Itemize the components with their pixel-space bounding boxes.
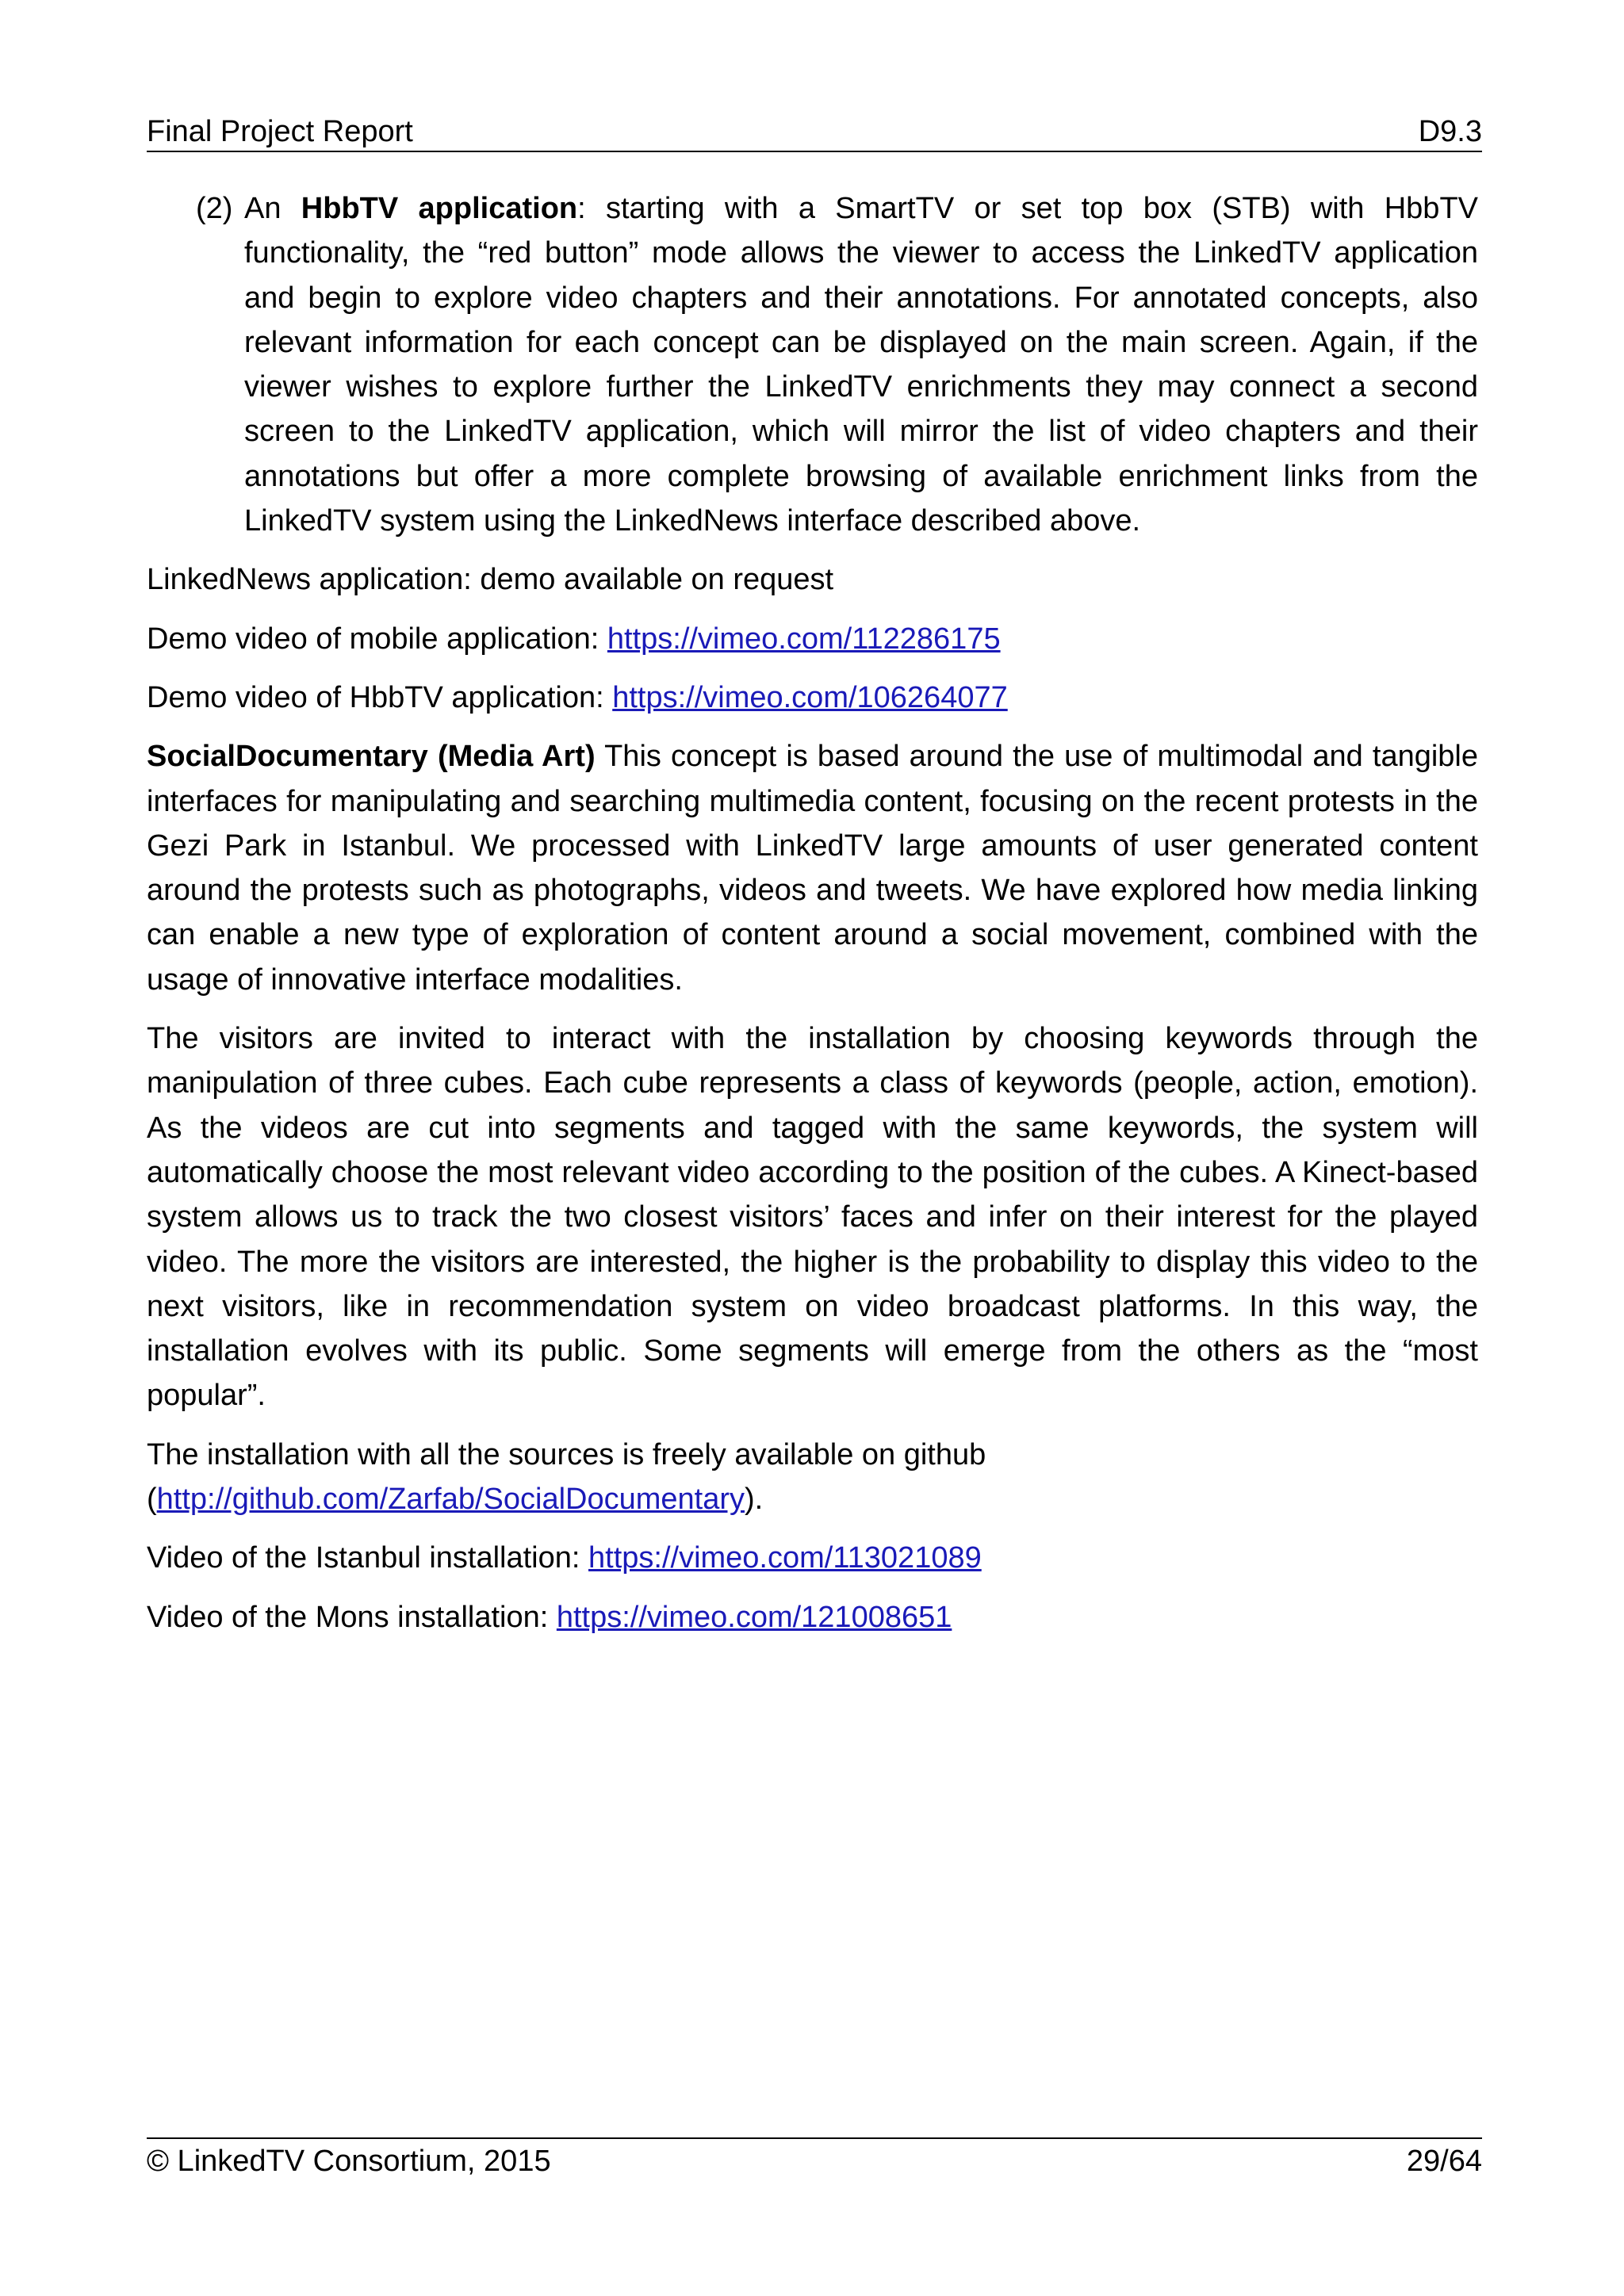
header-title: Final Project Report <box>147 115 413 148</box>
hbbtv-demo-line <box>147 675 1478 720</box>
social-documentary-paragraph <box>147 734 1478 1002</box>
visitors-paragraph: The visitors are invited to interact with the installation by choosing keywords through the manipulation of three cubes. Each cube represents a class of keywords (people, action, emotion). As the videos are cut into segments and tagged with the same keywords, the system will automatically choose the most relevant video according to the position of the cubes. A Kinect-based system allows us to track the two closest visitors’ faces and infer on their interest for the played video. The more the visitors are interested, the higher is the probability to display this video to the next visitors, like in recommendation system on video broadcast platforms. In this way, the installation evolves with its public. Some segments will emerge from the others as the “most popular”. <box>147 1022 1478 1413</box>
istanbul-video-line <box>147 1536 1478 1580</box>
github-line: The installation with all the sources is freely available on github <box>147 1437 986 1471</box>
github-link[interactable]: http://github.com/Zarfab/SocialDocumentary <box>156 1483 745 1517</box>
list-item-number: (2) <box>196 192 233 225</box>
list-item-body: : starting with a SmartTV or set top box (STB) with HbbTV functionality, the “red button” mode allows the viewer to access the LinkedTV application and begin to explore video chapters and their annotations. For annotated concepts, also relevant information for each concept can be displayed on the main screen. Again, if the viewer wishes to explore further the LinkedTV enrichments they may connect a second screen to the LinkedTV application, which will mirror the list of video chapters and their annotations but offer a more complete browsing of available enrichment links from the LinkedTV system using the LinkedNews interface described above. <box>244 192 1479 538</box>
mobile-demo-link[interactable]: https://vimeo.com/112286175 <box>607 622 1001 656</box>
hbbtv-demo-label: Demo video of HbbTV application: <box>147 680 613 714</box>
page-body <box>147 186 1478 1654</box>
list-item-lead: An <box>244 192 301 225</box>
header-doc-id: D9.3 <box>1418 115 1482 148</box>
hbbtv-demo-link[interactable]: https://vimeo.com/106264077 <box>612 680 1008 714</box>
linkednews-line: LinkedNews application: demo available on request <box>147 563 834 597</box>
list-item-text <box>244 186 1478 543</box>
mons-video-link[interactable]: https://vimeo.com/121008651 <box>556 1600 952 1634</box>
social-documentary-text: This concept is based around the use of multimodal and tangible interfaces for manipulating and searching multimedia content, focusing on the recent protests in the Gezi Park in Istanbul. We processed with LinkedTV large amounts of user generated content around the protests such as photographs, videos and tweets. We have explored how media linking can enable a new type of exploration of content around a social movement, combined with the usage of innovative interface modalities. <box>147 740 1479 997</box>
mons-video-label: Video of the Mons installation: <box>147 1600 557 1634</box>
github-open-paren: ( <box>147 1483 157 1517</box>
footer-page-number: 29/64 <box>1406 2145 1482 2178</box>
github-close-paren: ). <box>745 1483 764 1517</box>
list-item-bold: HbbTV application <box>301 192 578 225</box>
page-footer <box>147 2137 1482 2180</box>
istanbul-video-label: Video of the Istanbul installation: <box>147 1541 589 1575</box>
social-documentary-title: SocialDocumentary (Media Art) <box>147 740 596 774</box>
istanbul-video-link[interactable]: https://vimeo.com/113021089 <box>588 1541 982 1575</box>
mobile-demo-label: Demo video of mobile application: <box>147 622 607 656</box>
mons-video-line <box>147 1595 1478 1640</box>
footer-copyright: © LinkedTV Consortium, 2015 <box>147 2145 551 2178</box>
page-header <box>147 113 1482 152</box>
list-item <box>147 186 1478 543</box>
github-paragraph <box>147 1433 1478 1522</box>
mobile-demo-line <box>147 617 1478 661</box>
